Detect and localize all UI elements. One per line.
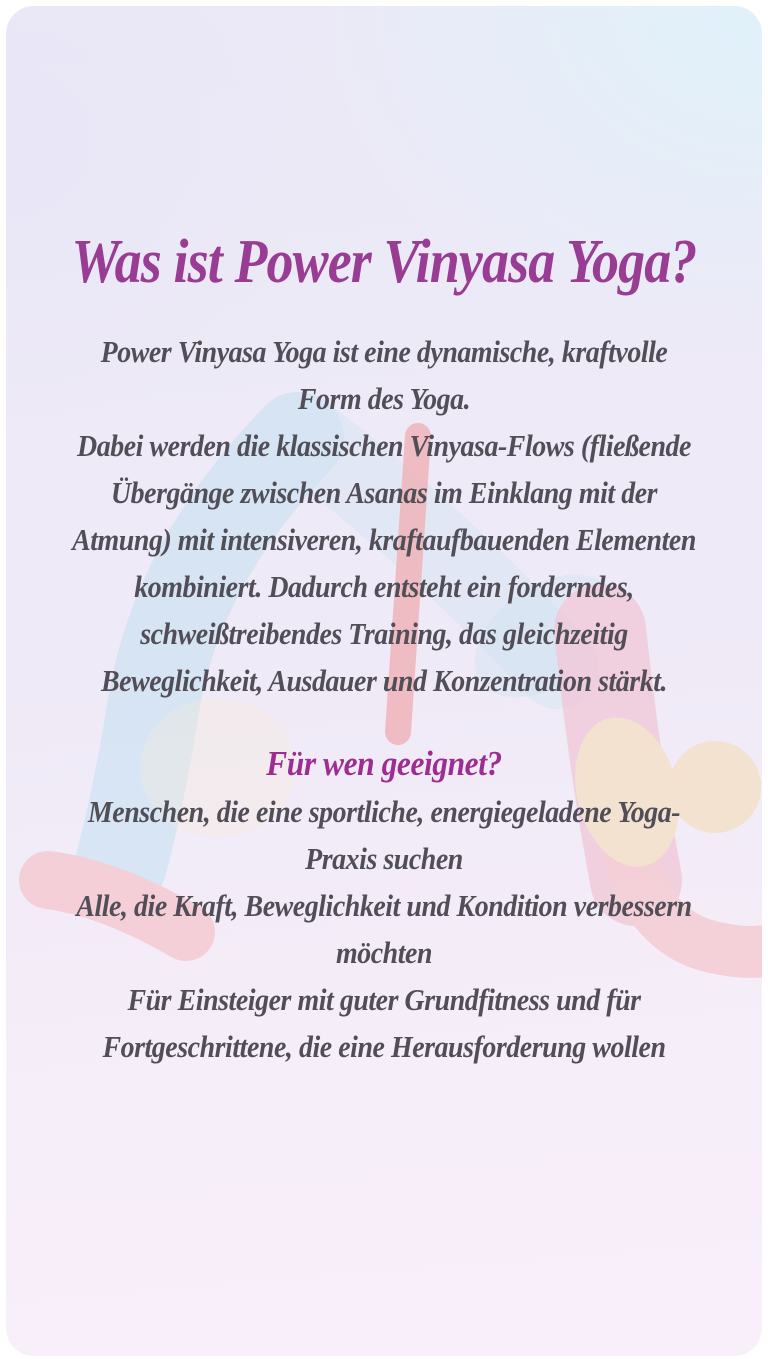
card-content xyxy=(6,6,762,1356)
audience-line: Praxis suchen xyxy=(305,841,463,876)
intro-paragraph xyxy=(44,328,724,704)
intro-line: Übergänge zwischen Asanas im Einklang mit der xyxy=(110,475,658,510)
intro-line: Form des Yoga. xyxy=(297,381,471,416)
intro-line: Beweglichkeit, Ausdauer und Konzentration stärkt. xyxy=(100,663,668,698)
page-title: Was ist Power Vinyasa Yoga? xyxy=(71,228,697,296)
intro-line: Dabei werden die klassischen Vinyasa-Flows (fließende xyxy=(77,428,691,463)
audience-line: Menschen, die eine sportliche, energiegeladene Yoga- xyxy=(87,794,681,829)
subheading-fuer-wen-geeignet: Für wen geeignet? xyxy=(266,744,502,783)
intro-line: kombiniert. Dadurch entsteht ein forderndes, xyxy=(134,569,634,604)
intro-line: Power Vinyasa Yoga ist eine dynamische, kraftvolle xyxy=(100,334,668,369)
audience-line: Alle, die Kraft, Beweglichkeit und Kondition verbessern xyxy=(76,888,692,923)
audience-line: möchten xyxy=(335,935,433,970)
intro-line: schweißtreibendes Training, das gleichzeitig xyxy=(140,616,628,651)
info-card xyxy=(6,6,762,1356)
audience-paragraph xyxy=(44,788,724,1070)
audience-line: Fortgeschrittene, die eine Herausforderung wollen xyxy=(102,1029,666,1064)
audience-line: Für Einsteiger mit guter Grundfitness und für xyxy=(127,982,641,1017)
intro-line: Atmung) mit intensiveren, kraftaufbauenden Elementen xyxy=(72,522,696,557)
